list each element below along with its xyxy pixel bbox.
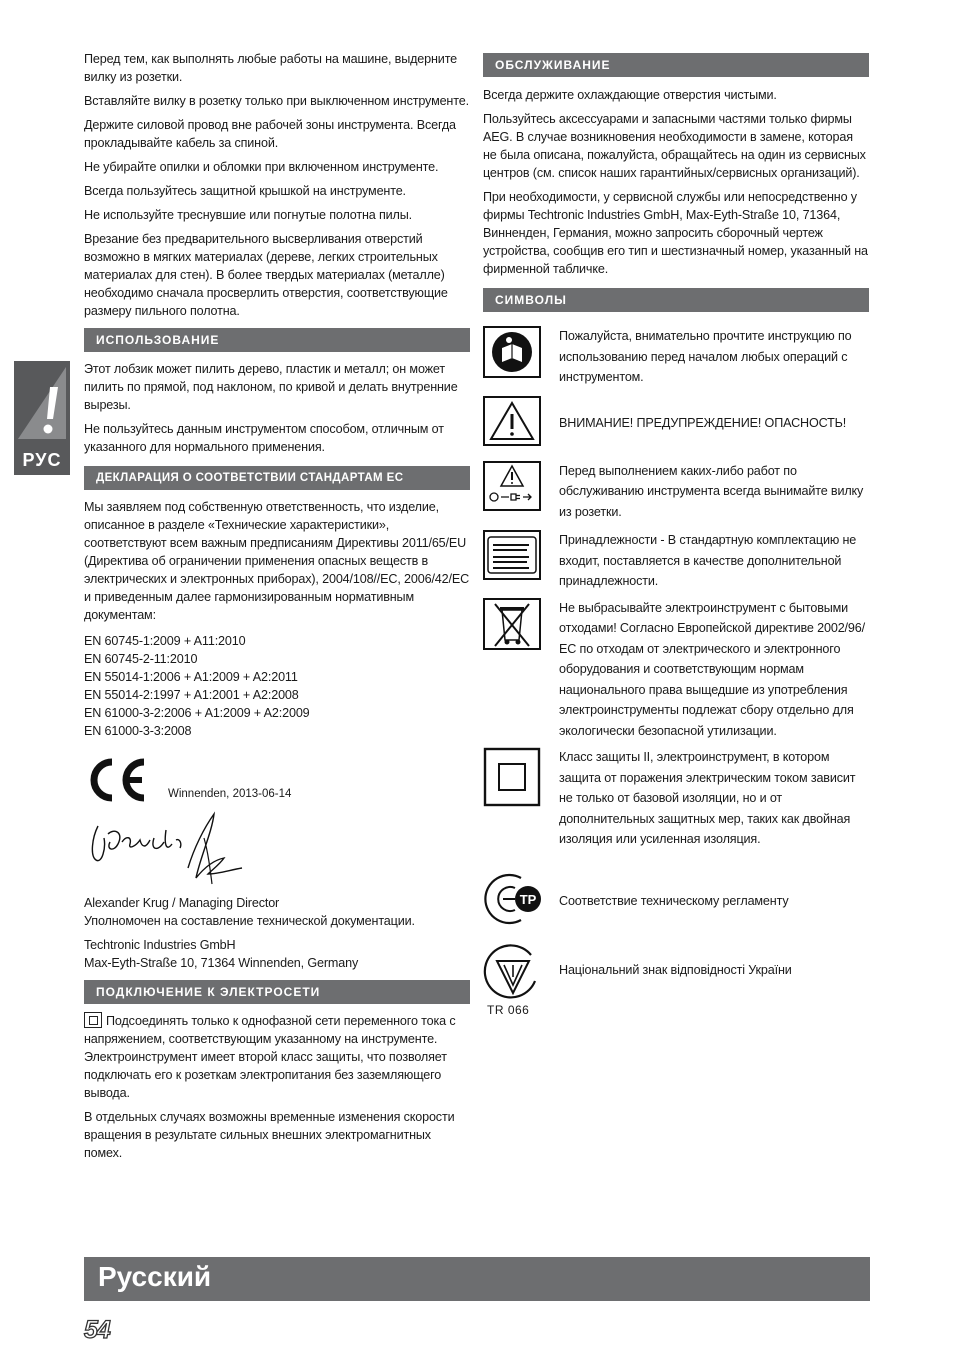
ce-row: [84, 752, 470, 808]
footer-language-bar: [84, 1257, 870, 1301]
company-address: Max-Eyth-Straße 10, 71364 Winnenden, Germany: [84, 956, 359, 970]
authorized-text: Уполномочен на составление технической документации.: [84, 914, 415, 928]
standard-item: EN 60745-1:2009 + A11:2010: [84, 634, 246, 648]
signer: Alexander Krug / Managing Director: [84, 896, 280, 910]
service-heading: ОБСЛУЖИВАНИЕ: [483, 53, 869, 77]
footer-language: Русский: [98, 1261, 212, 1292]
unplug-warning-icon: [483, 461, 543, 516]
symbol-text: Не выбрасывайте электроинструмент с бытовыми отходами! Согласно Европейской директиве 2002/96/ЕС по отходам от электрического и электронного оборудования и соответствующим нормам национального права выщедшие из употребления электроинструменты подлежат сбору отдельно для экологически безопасной утилизации.: [559, 600, 865, 738]
usage-paragraph: Этот лобзик может пилить дерево, пластик и металл; он может пилить по прямой, под наклоном, по кривой и делать внутренние вырезы.: [84, 362, 458, 412]
exclamation-icon: [14, 361, 70, 447]
ukraine-conformity-icon: [483, 941, 543, 1021]
standard-item: EN 60745-2-11:2010: [84, 652, 198, 666]
company-name: Techtronic Industries GmbH: [84, 938, 236, 952]
symbol-row: [483, 941, 869, 1021]
connection-paragraph: [84, 1012, 470, 1102]
connection-heading: ПОДКЛЮЧЕНИЕ К ЭЛЕКТРОСЕТИ: [84, 980, 470, 1004]
declaration-heading: ДЕКЛАРАЦИЯ О СООТВЕТСТВИИ СТАНДАРТАМ ЕС: [84, 466, 470, 490]
service-paragraph: Всегда держите охлаждающие отверстия чистыми.: [483, 88, 777, 102]
ce-mark-icon: [84, 756, 150, 804]
accessories-icon: [483, 530, 543, 585]
usage-paragraph: Не пользуйтесь данным инструментом способом, отличным от указанного для нормального применения.: [84, 422, 444, 454]
standard-item: EN 55014-2:1997 + A1:2001 + A2:2008: [84, 688, 299, 702]
symbols-heading: СИМВОЛЫ: [483, 288, 869, 312]
side-tab-label: РУС: [22, 450, 62, 470]
standard-item: EN 61000-3-3:2008: [84, 724, 192, 738]
intro-paragraph: Держите силовой провод вне рабочей зоны инструмента. Всегда прокладывайте кабель за спиной.: [84, 118, 456, 150]
page-number: 54: [84, 1316, 110, 1344]
service-paragraph: При необходимости, у сервисной службы или непосредственно у фирмы Techtronic Industries GmbH, Max-Eyth-Straße 10, 71364, Винненден, Германия, можно запросить сборочный чертеж устройства, сообщив его тип и шестизначный номер, указанный на фирменной табличке.: [483, 190, 868, 276]
symbol-text: Принадлежности - В стандартную комплектацию не входит, поставляется в качестве дополнительной принадлежности.: [559, 533, 857, 588]
ukraine-code: TR 066: [487, 1002, 530, 1017]
symbol-row: [483, 870, 869, 933]
place-date: Winnenden, 2013-06-14: [168, 788, 292, 800]
standards-list: [84, 632, 470, 740]
declaration-text: Мы заявляем под собственную ответственность, что изделие, описанное в разделе «Технические характеристики», соответствуют всем важным предписаниям Директивы 2011/65/EU (Директива об ограничении применения опасных веществ в электрических и электронных приборах), 2004/108//EC, 2006/42/EC и приведенным далее гармонизированным нормативным документам:: [84, 500, 470, 622]
intro-paragraph: Перед тем, как выполнять любые работы на машине, выдерните вилку из розетки.: [84, 52, 458, 84]
svg-text:ТР: ТР: [519, 891, 537, 907]
usage-heading: ИСПОЛЬЗОВАНИЕ: [84, 328, 470, 352]
symbol-row: [483, 598, 869, 742]
language-side-tab: [14, 361, 70, 475]
symbol-row: [483, 326, 869, 388]
symbol-text: Перед выполнением каких-либо работ по обслуживанию инструмента всегда вынимайте вилку из розетки.: [559, 463, 864, 519]
service-paragraph: Пользуйтесь аксессуарами и запасными частями только фирмы AEG. В случае возникновения необходимости в замене, которая не была описана, пожалуйста, обращайтесь на один из сервисных центров (см. список наших гарантийных/сервисных организаций).: [483, 112, 866, 180]
symbol-text: ВНИМАНИЕ! ПРЕДУПРЕЖДЕНИЕ! ОПАСНОСТЬ!: [559, 415, 847, 430]
gost-tr-icon: [483, 870, 543, 933]
intro-paragraph: Вставляйте вилку в розетку только при выключенном инструменте.: [84, 94, 469, 108]
symbol-row: [483, 747, 869, 850]
class-ii-small-icon: [84, 1012, 102, 1028]
left-column: [84, 50, 470, 1168]
read-manual-icon: [483, 326, 543, 383]
warning-triangle-icon: [483, 396, 543, 451]
symbol-text: Пожалуйста, внимательно прочтите инструкцию по использованию перед началом любых операций с инструментом.: [559, 329, 852, 384]
weee-bin-icon: [483, 598, 543, 655]
intro-paragraph: Врезание без предварительного высверливания отверстий возможно в мягких материалах (дереве, легких строительных материалах для стен). В более твердых материалах (металле) необходимо сначала просверлить отверстия, соответствующие размеру пильного полотна.: [84, 232, 448, 318]
intro-section: [84, 50, 470, 320]
intro-paragraph: Не используйте треснувшие или погнутые полотна пилы.: [84, 208, 412, 222]
class-ii-icon: [483, 747, 543, 812]
connection-paragraph-2: В отдельных случаях возможны временные изменения скорости вращения в результате сильных внешних электромагнитных помех.: [84, 1110, 455, 1160]
standard-item: EN 55014-1:2006 + A1:2009 + A2:2011: [84, 670, 298, 684]
signature-image: [84, 808, 254, 894]
symbol-text: Класс защиты II, электроинструмент, в котором защита от поражения электрическим током зависит не только от базовой изоляции, но и от дополнительных защитных мер, таких как двойная изоляция или усиленная изоляция.: [559, 750, 856, 846]
symbol-text: Національний знак відповідності України: [559, 963, 792, 978]
symbol-text: Соответствие техническому регламенту: [559, 893, 789, 908]
standard-item: EN 61000-3-2:2006 + A1:2009 + A2:2009: [84, 706, 310, 720]
right-column: [483, 53, 869, 1029]
intro-paragraph: Не убирайте опилки и обломки при включенном инструменте.: [84, 160, 439, 174]
intro-paragraph: Всегда пользуйтесь защитной крышкой на инструменте.: [84, 184, 406, 198]
symbol-row: [483, 530, 869, 592]
symbol-row: [483, 461, 869, 523]
signature: [84, 808, 470, 894]
connection-text: Подсоединять только к однофазной сети переменного тока с напряжением, соответствующим указанному на инструменте. Электроинструмент имеет второй класс защиты, что позволяет подключать его к розеткам электропитания без заземляющего вывода.: [84, 1014, 456, 1100]
symbol-row: [483, 396, 869, 451]
